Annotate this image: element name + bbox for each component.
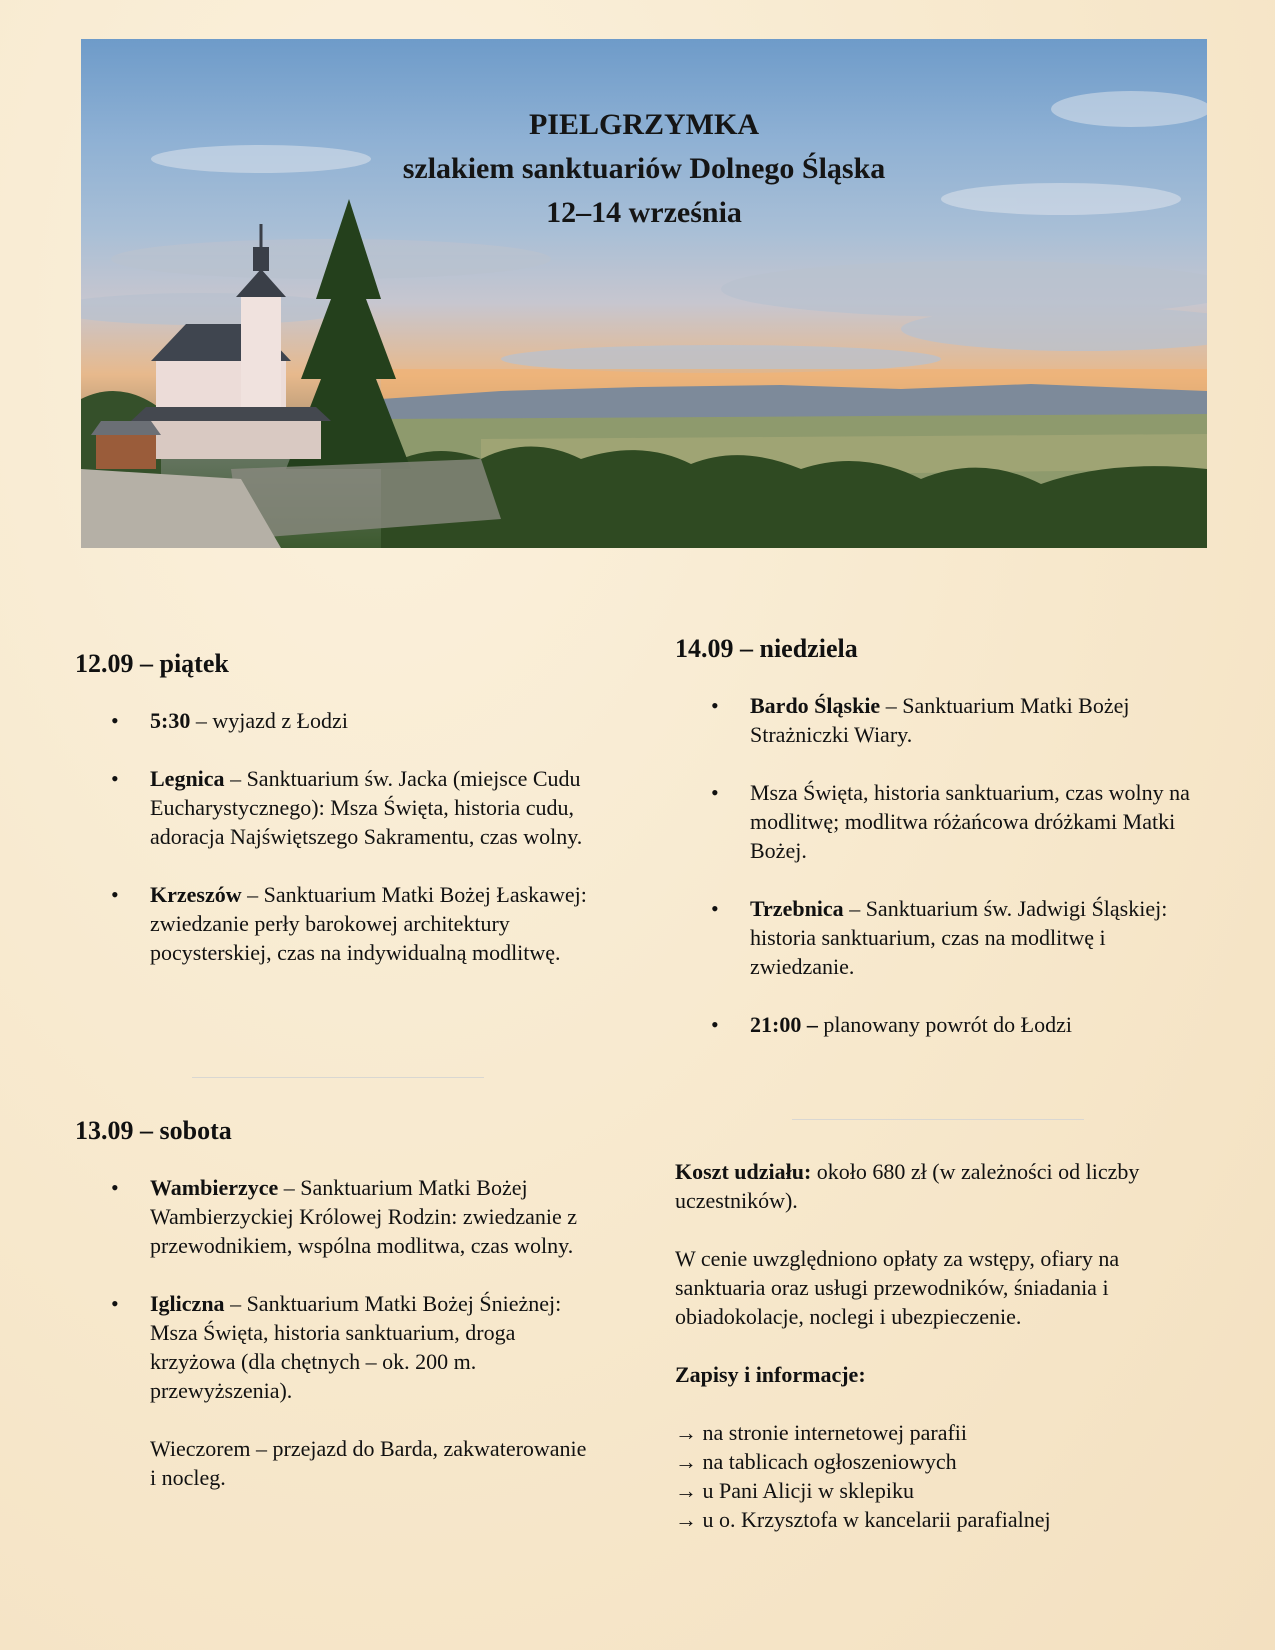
list-item <box>675 778 1195 865</box>
title-line-2: szlakiem sanktuariów Dolnego Śląska <box>402 152 886 185</box>
item-bold: Wambierzyce <box>150 1175 279 1200</box>
day-2-section <box>75 1115 595 1492</box>
bullet-icon: • <box>711 1012 719 1037</box>
item-text: – wyjazd z Łodzi <box>190 708 348 733</box>
bullet-icon: • <box>711 896 719 921</box>
contacts-list <box>675 1418 1195 1534</box>
list-item <box>675 894 1195 981</box>
item-text: – Sanktuarium św. Jadwigi Śląskiej: historia sanktuarium, czas na modlitwę i zwiedzanie. <box>750 896 1168 979</box>
evening-note: Wieczorem – przejazd do Barda, zakwaterowanie i nocleg. <box>150 1436 587 1490</box>
item-text: – Sanktuarium św. Jacka (miejsce Cudu Eucharystycznego): Msza Święta, historia cudu, adoracja Najświętszego Sakramentu, czas wolny. <box>150 766 583 849</box>
day-1-list <box>75 706 595 967</box>
list-item <box>675 1010 1195 1039</box>
cost-text: około 680 zł (w zależności od liczby uczestników). <box>675 1159 1140 1213</box>
included-paragraph: W cenie uwzględniono opłaty za wstępy, ofiary na sanktuaria oraz usługi przewodników, śniadania i obiadokolacje, noclegi i ubezpieczenie. <box>675 1246 1120 1329</box>
title-line-1: PIELGRZYMKA <box>528 108 759 141</box>
cost-paragraph <box>675 1157 1195 1215</box>
day-3-section <box>675 633 1195 1068</box>
bullet-icon: • <box>111 708 119 733</box>
contact-item: → na stronie internetowej parafii <box>675 1420 968 1445</box>
bullet-icon: • <box>111 1175 119 1200</box>
divider <box>792 1119 1084 1120</box>
contact-item: → na tablicach ogłoszeniowych <box>675 1449 957 1474</box>
hero-image <box>81 39 1207 548</box>
item-text: – Sanktuarium Matki Bożej Wambierzyckiej Królowej Rodzin: zwiedzanie z przewodnikiem, wspólna modlitwa, czas wolny. <box>150 1175 578 1258</box>
bullet-icon: • <box>711 693 719 718</box>
item-text: Msza Święta, historia sanktuarium, czas wolny na modlitwę; modlitwa różańcowa dróżkami Matki Bożej. <box>750 780 1190 863</box>
list-item <box>75 1173 595 1260</box>
day-2-title: 13.09 – sobota <box>75 1116 232 1145</box>
day-3-title: 14.09 – niedziela <box>675 634 858 663</box>
info-section <box>675 1157 1195 1534</box>
item-bold: Krzeszów <box>150 882 242 907</box>
bullet-icon: • <box>111 766 119 791</box>
list-item <box>75 1289 595 1405</box>
signup-label: Zapisy i informacje: <box>675 1362 866 1387</box>
item-bold: Trzebnica <box>750 896 844 921</box>
day-1-section <box>75 648 595 996</box>
bullet-icon: • <box>111 1291 119 1316</box>
bullet-icon: • <box>711 780 719 805</box>
list-item <box>75 764 595 851</box>
item-text: – Sanktuarium Matki Bożej Łaskawej: zwiedzanie perły barokowej architektury pocysterskiej, czas na indywidualną modlitwę. <box>150 882 587 965</box>
item-bold: 5:30 <box>150 708 191 733</box>
divider <box>192 1077 484 1078</box>
day-3-list <box>675 691 1195 1039</box>
bullet-icon: • <box>111 882 119 907</box>
list-item <box>75 880 595 967</box>
item-bold: Legnica <box>150 766 225 791</box>
item-bold: Igliczna <box>150 1291 225 1316</box>
cost-label: Koszt udziału: <box>675 1159 812 1184</box>
list-item <box>675 691 1195 749</box>
item-text: – Sanktuarium Matki Bożej Strażniczki Wiary. <box>750 693 1130 747</box>
item-text: planowany powrót do Łodzi <box>817 1012 1072 1037</box>
day-1-title: 12.09 – piątek <box>75 649 229 678</box>
list-item <box>75 706 595 735</box>
item-bold: 21:00 – <box>750 1012 818 1037</box>
page-title <box>81 103 1207 235</box>
day-2-list <box>75 1173 595 1405</box>
contact-item: → u o. Krzysztofa w kancelarii parafialnej <box>675 1507 1051 1532</box>
item-bold: Bardo Śląskie <box>750 693 881 718</box>
contact-item: → u Pani Alicji w sklepiku <box>675 1478 914 1503</box>
item-text: – Sanktuarium Matki Bożej Śnieżnej: Msza Święta, historia sanktuarium, droga krzyżowa (dla chętnych – ok. 200 m. przewyższenia). <box>150 1291 562 1403</box>
title-line-3: 12–14 września <box>546 196 742 229</box>
